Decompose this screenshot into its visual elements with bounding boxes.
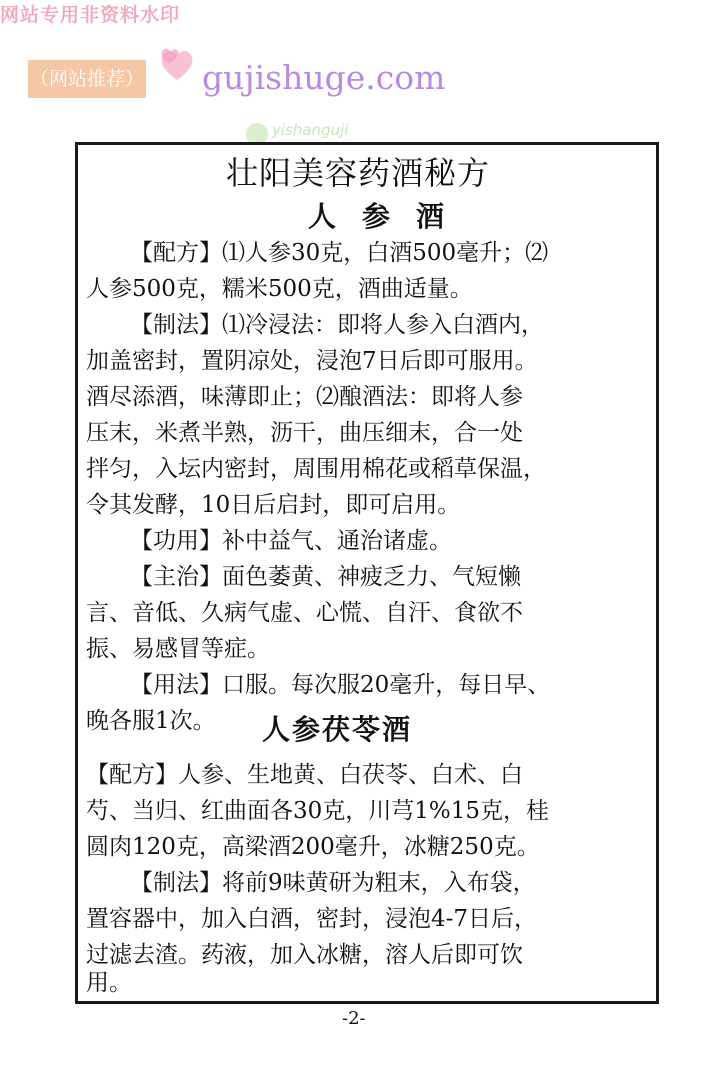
text-line: 【制法】将前9味黄研为粗末，入布袋， xyxy=(130,870,536,896)
text-line: 芍、当归、红曲面各30克，川芎1%15克，桂 xyxy=(86,798,550,824)
text-line: 过滤去渣。药液，加入冰糖，溶人后即可饮 xyxy=(86,942,523,968)
section-title-renshen: 人参酒 xyxy=(308,200,471,233)
site-url-link[interactable]: gujishuge.com xyxy=(202,58,446,97)
text-line: 【制法】⑴冷浸法：即将人参入白酒内， xyxy=(130,312,544,338)
section-title-renshen-fuling: 人参茯苓酒 xyxy=(262,713,413,746)
text-line: 晚各服1次。 xyxy=(86,708,216,734)
watermark-top-text: 网站专用非资料水印 xyxy=(0,4,181,26)
page-title: 壮阳美容药酒秘方 xyxy=(226,154,491,192)
text-line: 令其发酵，10日后启封，即可启用。 xyxy=(86,492,461,518)
text-line: 【用法】口服。每次服20毫升，每日早、 xyxy=(130,672,551,698)
text-line: 用。 xyxy=(86,970,132,996)
text-line: 【配方】人参、生地黄、白茯苓、白术、白 xyxy=(86,762,523,788)
text-line: 置容器中，加入白酒，密封，浸泡4-7日后， xyxy=(86,906,538,932)
text-line: 人参500克，糯米500克，酒曲适量。 xyxy=(86,276,473,302)
hearts-icon xyxy=(155,42,200,87)
page-number: -2- xyxy=(342,1008,366,1029)
text-line: 拌匀，入坛内密封，周围用棉花或稻草保温， xyxy=(86,456,546,482)
text-line: 【配方】⑴人参30克，白酒500毫升；⑵ xyxy=(130,240,549,266)
text-line: 酒尽添酒，味薄即止；⑵酿酒法：即将人参 xyxy=(86,384,523,410)
recommend-badge[interactable]: （网站推荐） xyxy=(28,60,146,98)
text-line: 加盖密封，置阴凉处，浸泡7日后即可服用。 xyxy=(86,348,538,374)
text-line: 振、易感冒等症。 xyxy=(86,636,270,662)
text-line: 【功用】补中益气、通治诸虚。 xyxy=(130,528,452,554)
text-line: 言、音低、久病气虚、心慌、自汗、食欲不 xyxy=(86,600,523,626)
text-line: 【主治】面色萎黄、神疲乏力、气短懒 xyxy=(130,564,521,590)
watermark-inner-text: yishanguji xyxy=(272,121,349,139)
text-line: 压末，米煮半熟，沥干，曲压细末，合一处 xyxy=(86,420,523,446)
text-line: 圆肉120克，高梁酒200毫升，冰糖250克。 xyxy=(86,834,540,860)
